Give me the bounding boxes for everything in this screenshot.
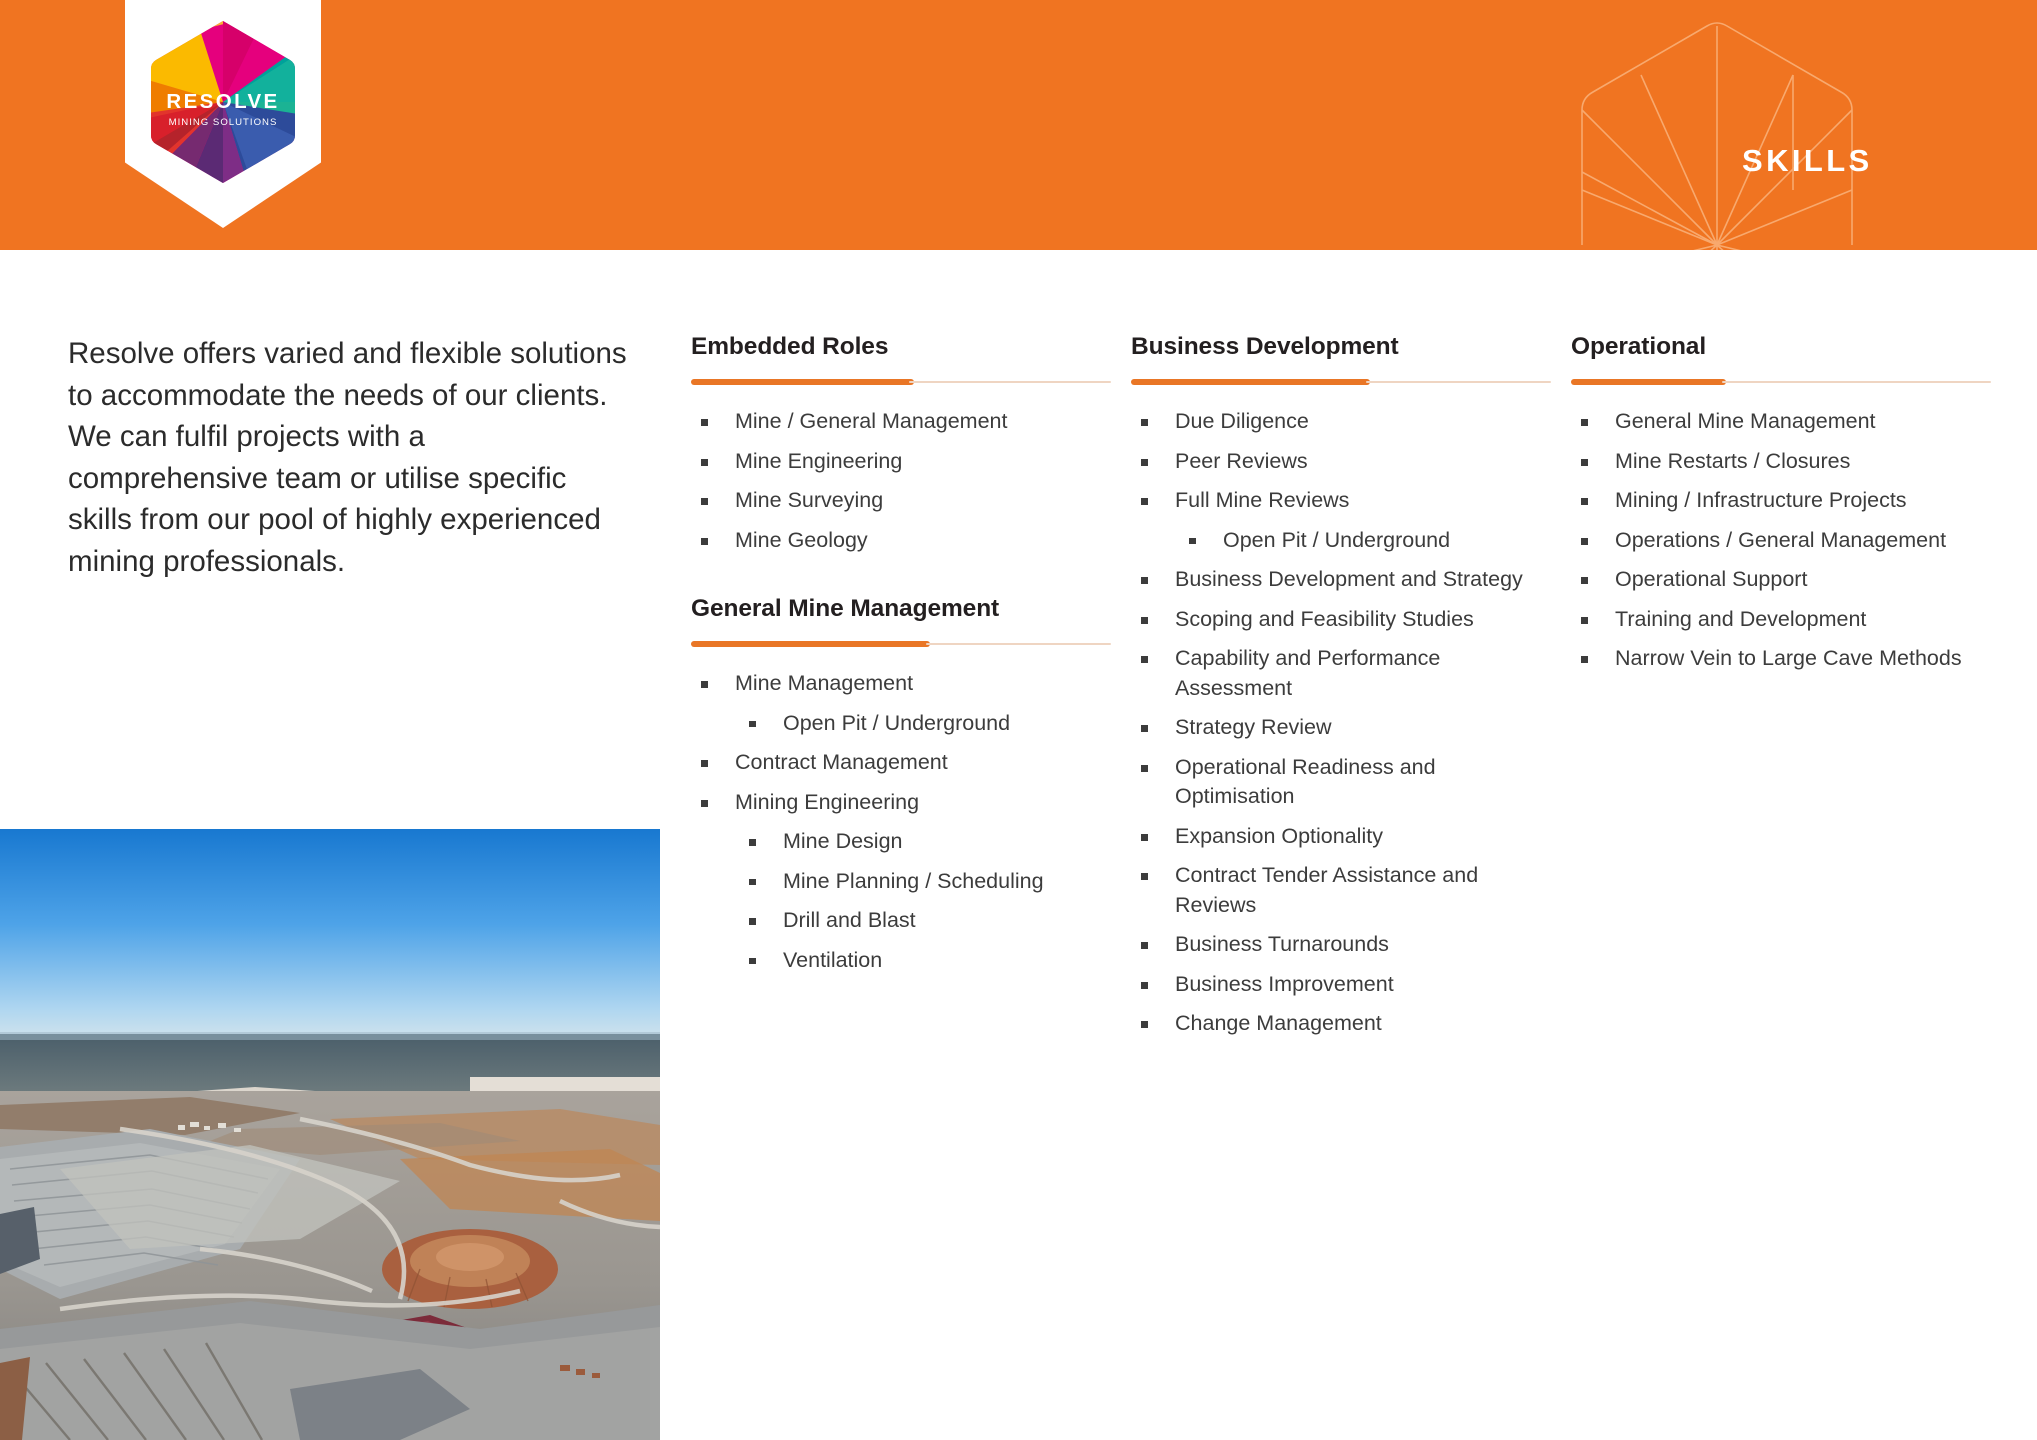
- list-item-sub: Open Pit / Underground: [691, 709, 1111, 739]
- section-heading-operational: Operational: [1571, 333, 1707, 360]
- section-heading-general-mine-management: General Mine Management: [691, 595, 1000, 622]
- list-item: Mine Restarts / Closures: [1571, 447, 1991, 477]
- list-item: Due Diligence: [1131, 407, 1551, 437]
- list-item: Operational Readiness and Optimisation: [1131, 753, 1551, 812]
- list-item-sub: Drill and Blast: [691, 906, 1111, 936]
- list-item: Change Management: [1131, 1009, 1551, 1039]
- logo-subtitle: MINING SOLUTIONS: [168, 116, 278, 128]
- list-item: Business Development and Strategy: [1131, 565, 1551, 595]
- list-item: General Mine Management: [1571, 407, 1991, 437]
- skill-list-business-development: [1131, 407, 1551, 1039]
- mine-photo: [0, 829, 660, 1440]
- list-item: Strategy Review: [1131, 713, 1551, 743]
- list-item: Mining Engineering: [691, 788, 1111, 818]
- list-item: Business Turnarounds: [1131, 930, 1551, 960]
- list-item: Operational Support: [1571, 565, 1991, 595]
- list-item: Expansion Optionality: [1131, 822, 1551, 852]
- list-item: Contract Management: [691, 748, 1111, 778]
- list-item: Operations / General Management: [1571, 526, 1991, 556]
- section-heading-embedded-roles: Embedded Roles: [691, 333, 889, 360]
- list-item: Peer Reviews: [1131, 447, 1551, 477]
- list-item: Mine Engineering: [691, 447, 1111, 477]
- list-item: Contract Tender Assistance and Reviews: [1131, 861, 1551, 920]
- list-item: Mine Management: [691, 669, 1111, 699]
- list-item: Full Mine Reviews: [1131, 486, 1551, 516]
- heading-rule: [1131, 377, 1551, 386]
- skills-column-1: [691, 333, 1111, 985]
- list-item: Narrow Vein to Large Cave Methods: [1571, 644, 1991, 674]
- skill-list-operational: [1571, 407, 1991, 674]
- list-item: Mining / Infrastructure Projects: [1571, 486, 1991, 516]
- list-item: Mine Geology: [691, 526, 1111, 556]
- heading-rule: [1571, 377, 1991, 386]
- page-title: SKILLS: [1742, 143, 1873, 178]
- logo-word: RESOLVE: [166, 90, 280, 113]
- skill-list-embedded-roles: [691, 407, 1111, 555]
- list-item: Mine Surveying: [691, 486, 1111, 516]
- skills-column-3: [1571, 333, 1991, 684]
- list-item: Business Improvement: [1131, 970, 1551, 1000]
- heading-rule: [691, 639, 1111, 648]
- list-item: Scoping and Feasibility Studies: [1131, 605, 1551, 635]
- section-spacer: [691, 565, 1111, 595]
- list-item-sub: Mine Design: [691, 827, 1111, 857]
- list-item-sub: Ventilation: [691, 946, 1111, 976]
- skills-column-2: [1131, 333, 1551, 1049]
- heading-rule: [691, 377, 1111, 386]
- list-item: Training and Development: [1571, 605, 1991, 635]
- section-heading-business-development: Business Development: [1131, 333, 1399, 360]
- hexagon-watermark-icon: [1397, 0, 2037, 250]
- list-item-sub: Open Pit / Underground: [1131, 526, 1551, 556]
- list-item: Mine / General Management: [691, 407, 1111, 437]
- logo-hexagon-icon: [148, 18, 298, 186]
- list-item-sub: Mine Planning / Scheduling: [691, 867, 1111, 897]
- list-item: Capability and Performance Assessment: [1131, 644, 1551, 703]
- intro-paragraph: Resolve offers varied and flexible solutions to accommodate the needs of our clients. We can fulfil projects with a comprehensive team or utilise specific skills from our pool of highly experienced mining professionals.: [68, 337, 627, 578]
- skill-list-general-mine-management: [691, 669, 1111, 975]
